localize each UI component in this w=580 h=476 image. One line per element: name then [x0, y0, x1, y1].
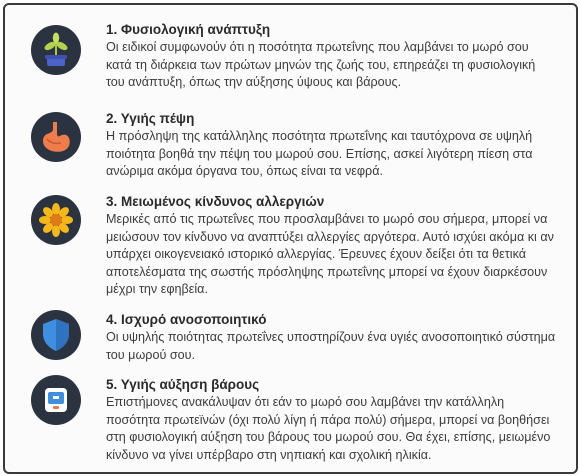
benefit-description: Οι ειδικοί συμφωνούν ότι η ποσότητα πρωτεΐνης που λαμβάνει το μωρό σου κατά τη διάρκεια των πρώτων μηνών της ζωής του, επηρεάζει τη φυσιολογική του ανάπτυξη, όπως την αύξησης ύψους και βάρους.: [106, 40, 536, 90]
benefit-description: Η πρόσληψη της κατάλληλης ποσότητα πρωτεΐνης και ταυτόχρονα σε υψηλή ποιότητα βοηθά την πέψη του μωρού σου. Επίσης, ασκεί λιγότερη πίεση στα ανώριμα ακόμα όργανα του, όπως είναι τα νεφρά.: [106, 129, 533, 179]
shield-icon: [31, 310, 81, 360]
plant-in-pot-icon: [31, 25, 81, 75]
benefit-description: Επιστήμονες ανακάλυψαν ότι εάν το μωρό σου λαμβάνει την κατάλληλη ποσότητα πρωτεϊνών (όχι πολύ λίγη ή πάρα πολύ) σήμερα, μπορεί να βοηθήσει στη φυσιολογική αύξηση του βάρους του μωρού σου. Θα έχει, επίσης, μειωμένο κίνδυνο να γίνει υπέρβαρο στη νηπιακή και σχολική ηλικία.: [106, 395, 551, 462]
benefit-description: Μερικές από τις πρωτεΐνες που προσλαμβάνει το μωρό σου σήμερα, μπορεί να μειώσουν τον κίνδυνο να αναπτύξει αλλεργίες αργότερα. Αυτό ισχύει ακόμα κι αν υπάρχει οικογενειακό ιστορικό αλλεργίας. Έρευνες έχουν δείξει ότι τα θετικά αποτελέσματα της σωστής πρόσληψης πρωτεΐνης μπορεί να έχουν διαρκέσουν μέχρι την εφηβεία.: [106, 212, 554, 297]
weight-scale-icon: [31, 375, 81, 425]
benefits-panel: [3, 3, 578, 474]
flower-icon: [31, 195, 81, 245]
benefit-title: 1. Φυσιολογική ανάπτυξη: [106, 22, 271, 37]
benefit-title: 4. Ισχυρό ανοσοποιητικό: [106, 312, 267, 327]
benefit-description: Οι υψηλής ποιότητας πρωτεΐνες υποστηρίζουν ένα υγιές ανοσοποιητικό σύστημα του μωρού σου.: [106, 330, 556, 362]
benefit-title: 2. Υγιής πέψη: [106, 111, 195, 126]
stomach-icon: [31, 112, 81, 162]
benefit-title: 3. Μειωμένος κίνδυνος αλλεργιών: [106, 194, 325, 209]
benefit-title: 5. Υγιής αύξηση βάρους: [106, 377, 260, 392]
